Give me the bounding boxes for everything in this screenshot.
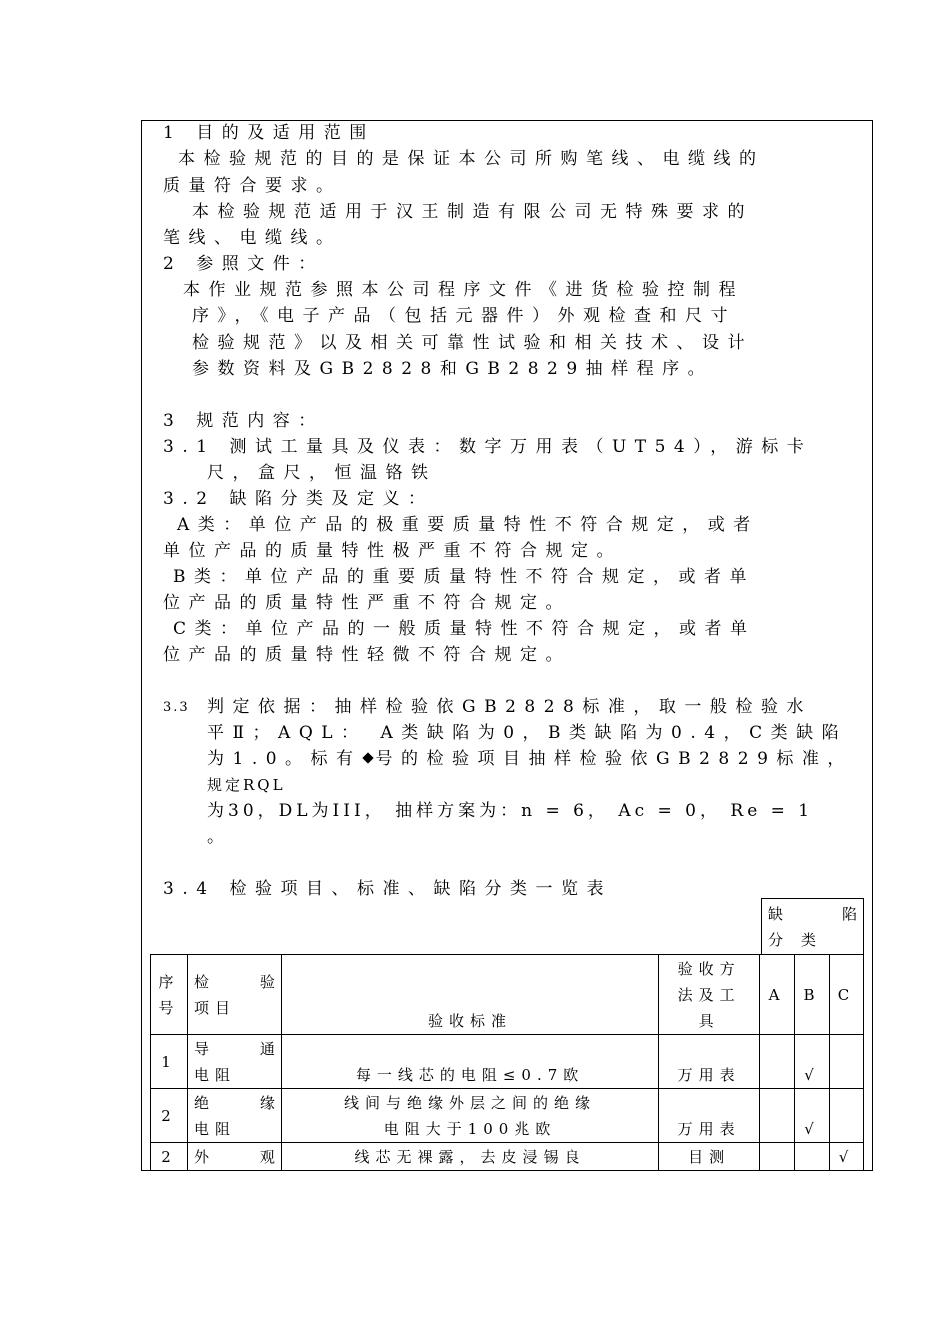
- defect-class-header-table: [761, 898, 864, 955]
- row-method: 万用表: [659, 1035, 760, 1089]
- section-3-heading: 3 规范内容：: [163, 411, 324, 431]
- row-standard-line2: 电阻大于100兆欧: [383, 1119, 557, 1138]
- table-row: [151, 1089, 864, 1143]
- row-a: [760, 1035, 795, 1089]
- header-no: [151, 955, 188, 1035]
- sec1-p1-line2: 质量符合要求。: [163, 176, 342, 196]
- table-header-row: [151, 955, 864, 1035]
- sec1-p1-line1: 本检验规范的目的是保证本公司所购笔线、电缆线的: [178, 149, 765, 169]
- row-standard: [281, 1035, 658, 1089]
- sec3-3-line1: 判定依据：抽样检验依GB2828标准，取一般检验水: [207, 697, 812, 717]
- row-item-line2: 电阻: [193, 1065, 236, 1084]
- inspection-table: [150, 954, 864, 1171]
- table-row: [151, 1143, 864, 1171]
- row-a: [760, 1143, 795, 1171]
- section-1-heading: 1 目的及适用范围: [163, 123, 375, 143]
- class-a-line2: 单位产品的质量特性极严重不符合规定。: [163, 541, 622, 561]
- header-item: [187, 955, 281, 1035]
- header-item-line1: 检 验: [193, 972, 275, 991]
- row-item-line1: 绝 缘: [193, 1093, 275, 1112]
- row-item: [187, 1035, 281, 1089]
- row-no: 1: [151, 1035, 188, 1089]
- row-method: 万用表: [659, 1089, 760, 1143]
- header-method-line3: 具: [698, 1011, 720, 1030]
- sec3-3-line3b: 号的检验项目抽样检验依GB2829标准，: [375, 749, 853, 769]
- table-row: [151, 1035, 864, 1089]
- sec3-2-heading: 3.2 缺陷分类及定义：: [163, 489, 434, 509]
- sec3-3-number: 3.3: [163, 700, 190, 715]
- row-method: 目测: [659, 1143, 760, 1171]
- row-a: [760, 1089, 795, 1143]
- row-item: [187, 1089, 281, 1143]
- diamond-icon: [362, 752, 373, 763]
- row-c: [829, 1035, 863, 1089]
- header-item-line2: 项目: [193, 998, 236, 1017]
- row-no: 2: [151, 1089, 188, 1143]
- sec2-line3: 检验规范》以及相关可靠性试验和相关技术、设计: [192, 333, 753, 353]
- header-b: B: [795, 955, 830, 1035]
- class-a-line1: A类：单位产品的极重要质量特性不符合规定，或者: [177, 515, 759, 535]
- sec2-line4: 参数资料及GB2828和GB2829抽样程序。: [192, 359, 714, 379]
- row-standard-line1: 线间与绝缘外层之间的绝缘: [344, 1093, 597, 1112]
- header-standard: 验收标准: [281, 955, 658, 1035]
- sec3-4-heading: 3.4 检验项目、标准、缺陷分类一览表: [163, 879, 612, 899]
- section-2-heading: 2 参照文件：: [163, 254, 324, 274]
- class-b-line2: 位产品的质量特性严重不符合规定。: [163, 593, 571, 613]
- row-standard: [281, 1089, 658, 1143]
- header-c: C: [829, 955, 863, 1035]
- row-b: √: [795, 1089, 830, 1143]
- sec2-line2: 序》，《电子产品（包括元器件）外观检查和尺寸: [192, 306, 736, 326]
- header-method-line1: 验收方: [677, 959, 741, 978]
- row-item-line1: 外 观: [193, 1147, 275, 1166]
- row-item: [187, 1143, 281, 1171]
- sec3-3-line2: 平Ⅱ；AQL： A类缺陷为0，B类缺陷为0.4，C类缺陷: [207, 723, 848, 743]
- row-standard: 线芯无裸露，去皮浸锡良: [281, 1143, 658, 1171]
- sec3-3-line5: 为30，DL为III， 抽样方案为：n = 6， Ac = 0， Re = 1: [207, 801, 814, 821]
- sec3-3-line3: [207, 746, 853, 772]
- row-c: [829, 1089, 863, 1143]
- header-no-line1: 序: [158, 972, 180, 991]
- class-c-line2: 位产品的质量特性轻微不符合规定。: [163, 645, 571, 665]
- header-method: [659, 955, 760, 1035]
- class-b-line1: B类：单位产品的重要质量特性不符合规定，或者单: [173, 567, 755, 587]
- defect-class-header-line2: 分类: [768, 930, 835, 949]
- header-method-line2: 法及工: [677, 985, 741, 1004]
- header-a: A: [760, 955, 795, 1035]
- sec1-p2-line1: 本检验规范适用于汉王制造有限公司无特殊要求的: [192, 202, 753, 222]
- row-no: 2: [151, 1143, 188, 1171]
- sec2-line1: 本作业规范参照本公司程序文件《进货检验控制程: [183, 280, 744, 300]
- class-c-line1: C类：单位产品的一般质量特性不符合规定，或者单: [173, 619, 756, 639]
- row-b: [795, 1143, 830, 1171]
- row-standard-line2: 每一线芯的电阻≤0.7欧: [355, 1066, 585, 1084]
- defect-class-header: [762, 899, 864, 955]
- row-item-line2: 电阻: [193, 1119, 236, 1138]
- sec3-3-line4: 规定RQL: [207, 776, 286, 794]
- row-item-line1: 导 通: [193, 1039, 275, 1058]
- row-c: √: [829, 1143, 863, 1171]
- sec3-1-line1: 3.1 测试工量具及仪表：数字万用表（UT54），游标卡: [163, 437, 813, 457]
- defect-class-header-line1: 缺 陷: [768, 904, 857, 923]
- sec3-3-line3a: 为1.0。标有: [207, 749, 362, 769]
- row-b: √: [795, 1035, 830, 1089]
- sec3-1-line2: 尺，盒尺，恒温铬铁: [207, 463, 437, 483]
- sec3-3-line6: 。: [207, 827, 233, 847]
- sec1-p2-line2: 笔线、电缆线。: [163, 228, 342, 248]
- header-no-line2: 号: [158, 998, 180, 1017]
